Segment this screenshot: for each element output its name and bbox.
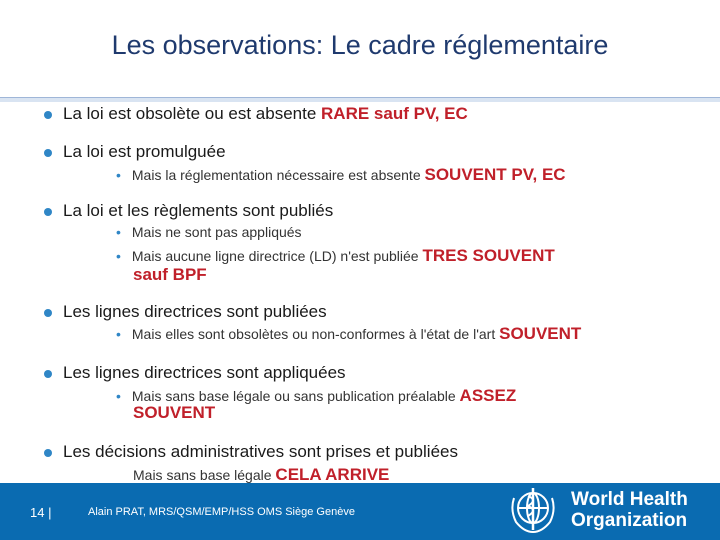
bullet-2-text: La loi est promulguée xyxy=(63,142,226,161)
who-logo-text xyxy=(571,489,688,531)
slide-title: Les observations: Le cadre réglementaire xyxy=(111,30,609,60)
bullet-dot-icon xyxy=(44,309,52,317)
bullet-1-text: La loi est obsolète ou est absente xyxy=(63,104,317,123)
bullet-5-sub-1-highlight-cont: SOUVENT xyxy=(133,403,216,422)
bullet-4-text: Les lignes directrices sont publiées xyxy=(63,302,327,321)
bullet-5-sub-1-text: Mais sans base légale ou sans publication préalable xyxy=(131,388,456,404)
bullet-5-text: Les lignes directrices sont appliquées xyxy=(63,363,346,382)
sub-bullet-icon: • xyxy=(116,326,121,342)
bullet-4 xyxy=(44,302,327,322)
bullet-2-sub-1 xyxy=(116,165,566,185)
page-number: 14 | xyxy=(30,505,52,520)
bullet-6-sub-1 xyxy=(133,465,389,485)
bullet-3-sub-2 xyxy=(116,246,555,266)
bullet-6-sub-1-text: Mais sans base légale xyxy=(133,467,272,483)
sub-bullet-icon: • xyxy=(116,248,121,264)
sub-bullet-icon: • xyxy=(116,167,121,183)
bullet-3-text: La loi et les règlements sont publiés xyxy=(63,201,334,220)
bullet-dot-icon xyxy=(44,370,52,378)
bullet-1 xyxy=(44,104,468,124)
bullet-3-sub-2-text: Mais aucune ligne directrice (LD) n'est publiée xyxy=(131,248,419,264)
bullet-5 xyxy=(44,363,346,383)
sub-bullet-icon: • xyxy=(116,388,121,404)
bullet-5-sub-1-highlight: ASSEZ xyxy=(459,386,517,405)
bullet-3 xyxy=(44,201,333,221)
bullet-1-highlight: RARE sauf PV, EC xyxy=(321,104,468,123)
bullet-3-sub-1-text: Mais ne sont pas appliqués xyxy=(131,224,302,240)
bullet-3-sub-2-highlight-cont: sauf BPF xyxy=(133,265,207,284)
bullet-4-sub-1 xyxy=(116,324,581,344)
bullet-2-sub-1-text: Mais la réglementation nécessaire est absente xyxy=(131,167,421,183)
bullet-dot-icon xyxy=(44,149,52,157)
bullet-dot-icon xyxy=(44,449,52,457)
bullet-2 xyxy=(44,142,226,162)
who-logo-line2: Organization xyxy=(571,510,688,531)
bullet-dot-icon xyxy=(44,111,52,119)
bullet-3-sub-2-cont xyxy=(133,265,207,285)
bullet-4-sub-1-text: Mais elles sont obsolètes ou non-conformes à l'état de l'art xyxy=(131,326,496,342)
sub-bullet-icon: • xyxy=(116,224,121,240)
who-logo-line1: World Health xyxy=(571,489,688,510)
bullet-dot-icon xyxy=(44,208,52,216)
footer-author: Alain PRAT, MRS/QSM/EMP/HSS OMS Siège Genève xyxy=(88,506,355,518)
bullet-3-sub-2-highlight: TRES SOUVENT xyxy=(422,246,555,265)
bullet-2-sub-1-highlight: SOUVENT PV, EC xyxy=(424,165,566,184)
bullet-6 xyxy=(44,442,458,462)
who-emblem-icon xyxy=(504,484,562,536)
bullet-6-text: Les décisions administratives sont prises et publiées xyxy=(63,442,458,461)
bullet-6-sub-1-highlight: CELA ARRIVE xyxy=(275,465,390,484)
title-divider xyxy=(0,97,720,102)
bullet-3-sub-1 xyxy=(116,224,302,240)
bullet-4-sub-1-highlight: SOUVENT xyxy=(499,324,582,343)
bullet-5-sub-1-cont xyxy=(133,403,215,423)
